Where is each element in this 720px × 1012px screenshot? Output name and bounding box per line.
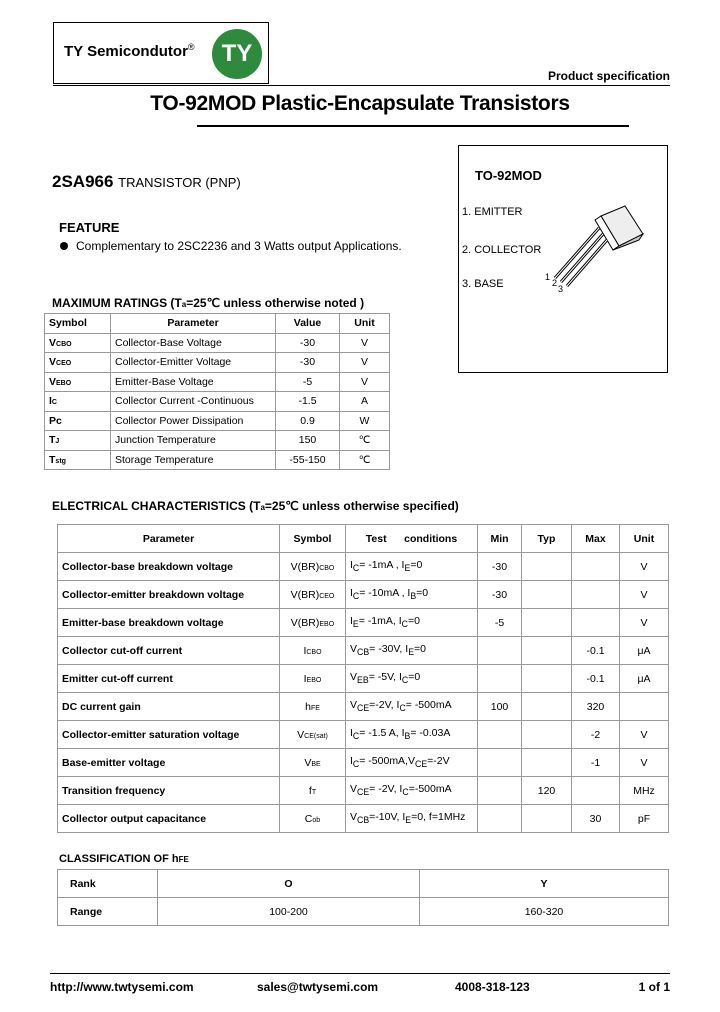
- footer-phone: 4008-318-123: [455, 980, 530, 994]
- feature-item: [60, 239, 402, 253]
- package-box: [458, 145, 668, 373]
- table-row: VCEO Collector-Emitter Voltage -30 V: [45, 353, 390, 373]
- table-row: Emitter-base breakdown voltage V(BR)EBO $I_E= -1mA$, $I_C=0$ -5 V: [58, 609, 669, 637]
- electrical-table: [57, 524, 669, 833]
- logo-box: [53, 22, 269, 84]
- table-row: Collector-emitter saturation voltage VCE(sat) $I_C= -1.5$ A, $I_B= -0.03A$ -2 V: [58, 721, 669, 749]
- logo-icon: TY: [212, 29, 262, 79]
- page-title: TO-92MOD Plastic-Encapsulate Transistors: [150, 92, 570, 115]
- table-header-row: Parameter Symbol Test conditions Min Typ Max Unit: [58, 525, 669, 553]
- table-row: Collector output capacitance Cob $V_{CB}=-10V$, $I_E=0$, f=1MHz 30 pF: [58, 805, 669, 833]
- feature-heading: FEATURE: [59, 220, 120, 235]
- footer-divider: [50, 973, 670, 974]
- pin-label-2: 2: [552, 278, 558, 288]
- table-row: Pc Collector Power Dissipation 0.9 W: [45, 411, 390, 431]
- part-description: TRANSISTOR (PNP): [118, 175, 241, 190]
- table-row: Tstg Storage Temperature -55-150 ℃: [45, 450, 390, 470]
- title-underline: [197, 125, 629, 127]
- part-number: 2SA966: [52, 172, 114, 191]
- table-row: VEBO Emitter-Base Voltage -5 V: [45, 372, 390, 392]
- max-ratings-heading: MAXIMUM RATINGS (Ta=25℃ unless otherwise noted ): [52, 296, 365, 310]
- pin-label-3: 3: [558, 284, 564, 294]
- header-divider: [53, 85, 670, 86]
- table-row: Transition frequency fT $V_{CE}= -2V$, $I_C=-500mA$ 120 MHz: [58, 777, 669, 805]
- table-row: IC Collector Current -Continuous -1.5 A: [45, 392, 390, 412]
- classification-table: [57, 869, 669, 926]
- table-row: Collector-base breakdown voltage V(BR)CBO $I_C= -1mA$ , $I_E=0$ -30 V: [58, 553, 669, 581]
- feature-text: Complementary to 2SC2236 and 3 Watts output Applications.: [76, 239, 402, 253]
- table-row: TJ Junction Temperature 150 ℃: [45, 431, 390, 451]
- table-row: Collector-emitter breakdown voltage V(BR)CEO $I_C= -10mA$ , $I_B=0$ -30 V: [58, 581, 669, 609]
- classification-heading: CLASSIFICATION OF hFE: [59, 853, 189, 865]
- table-row: Emitter cut-off current IEBO $V_{EB}= -5V$, $I_C=0$ -0.1 μA: [58, 665, 669, 693]
- electrical-heading: ELECTRICAL CHARACTERISTICS (Ta=25℃ unless otherwise specified): [52, 499, 459, 513]
- table-row: Rank O Y: [58, 870, 669, 898]
- max-ratings-table: [44, 313, 390, 470]
- table-row: Collector cut-off current ICBO $V_{CB}= -30V$, $I_E=0$ -0.1 μA: [58, 637, 669, 665]
- footer-url[interactable]: http://www.twtysemi.com: [50, 980, 194, 994]
- product-spec-label: Product specification: [547, 69, 670, 83]
- table-row: Range 100-200 160-320: [58, 898, 669, 926]
- pin-label-1: 1: [545, 272, 551, 282]
- table-header-row: Symbol Parameter Value Unit: [45, 314, 390, 334]
- bullet-icon: [60, 242, 68, 250]
- pin-collector: 2. COLLECTOR: [462, 244, 542, 256]
- footer-page: 1 of 1: [638, 980, 670, 994]
- part-heading: [52, 172, 241, 192]
- pin-emitter: 1. EMITTER: [462, 206, 523, 218]
- table-row: DC current gain hFE $V_{CE}=-2V$, $I_C= -500mA$ 100 320: [58, 693, 669, 721]
- transistor-package-icon: [543, 204, 653, 296]
- table-row: Base-emitter voltage VBE $I_C= -500mA,V_{CE}=-2V$ -1 V: [58, 749, 669, 777]
- pin-base: 3. BASE: [462, 278, 504, 290]
- footer-email[interactable]: sales@twtysemi.com: [257, 980, 379, 994]
- package-title: TO-92MOD: [475, 168, 542, 183]
- table-row: VCBO Collector-Base Voltage -30 V: [45, 333, 390, 353]
- brand-name: TY Semicondutor®: [64, 42, 195, 60]
